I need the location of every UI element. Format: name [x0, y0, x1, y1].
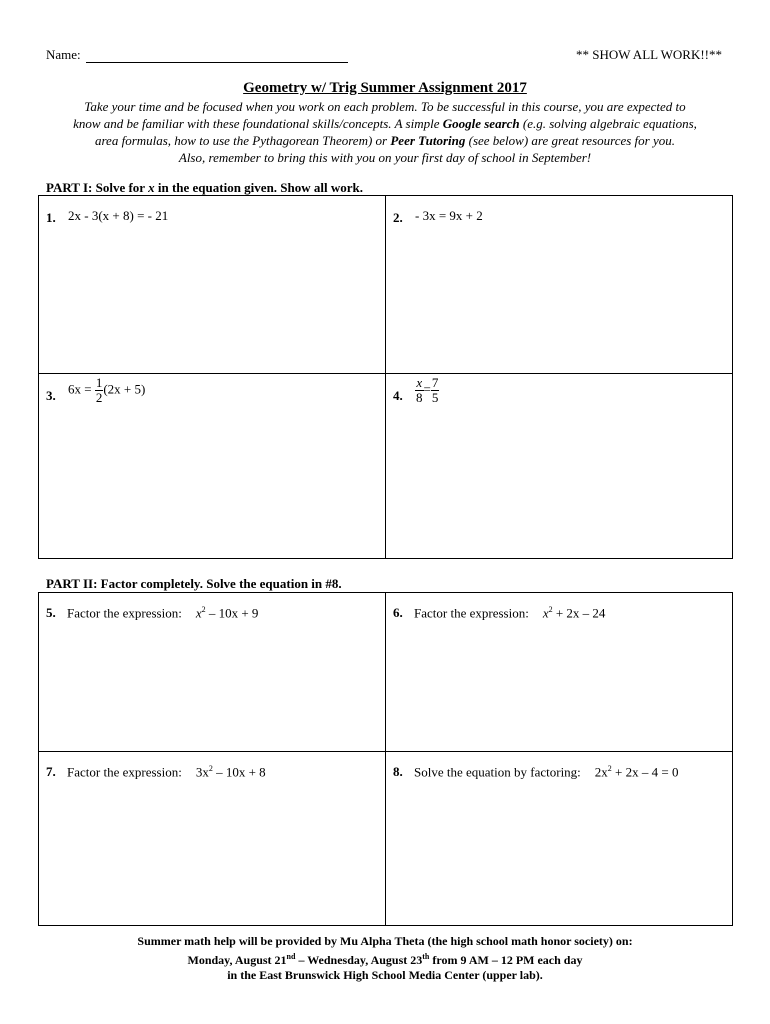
problem-8[interactable] [386, 752, 732, 925]
fraction-numerator: x [416, 375, 423, 390]
footer-text: Monday, August 21 [187, 953, 287, 967]
problem-number: 8. [393, 764, 403, 779]
intro-line-4: Also, remember to bring this with you on your first day of school in September! [178, 150, 592, 165]
problem-expression: - 3x = 9x + 2 [415, 208, 483, 223]
expression-text: (2x + 5) [103, 381, 146, 397]
exponent: 2 [548, 605, 553, 614]
intro-line-1: Take your time and be focused when you work on each problem. To be successful in this course, you are expected to [84, 99, 686, 114]
ordinal-suffix: nd [286, 952, 296, 961]
problem-instruction: Factor the expression: [67, 764, 182, 780]
expression-text: 2x [594, 764, 608, 780]
intro-line-2 [40, 115, 730, 132]
problem-expression [414, 605, 605, 621]
problem-6[interactable] [386, 593, 732, 751]
expression-text: – 10x + 9 [205, 605, 259, 621]
part1-heading-text: PART I: Solve for [46, 180, 149, 195]
problem-instruction: Factor the expression: [414, 605, 529, 621]
equals-sign: = [423, 381, 431, 397]
intro-text: know and be familiar with these foundational skills/concepts. A simple [73, 116, 443, 131]
footer-text: from 9 AM – 12 PM each day [429, 953, 583, 967]
expression-text: – 10x + 8 [212, 764, 266, 780]
footer-note [0, 934, 770, 983]
part2-problem-grid [38, 592, 733, 926]
problem-3[interactable] [39, 374, 385, 558]
footer-line-2 [0, 949, 770, 968]
problem-expression [67, 764, 266, 780]
footer-line-3: in the East Brunswick High School Media Center (upper lab). [227, 968, 543, 982]
problem-4[interactable] [386, 374, 732, 558]
problem-expression [415, 376, 439, 405]
problem-number: 7. [46, 764, 56, 779]
problem-7[interactable] [39, 752, 385, 925]
expression-text: + 2x – 4 = 0 [611, 764, 679, 780]
footer-line-1: Summer math help will be provided by Mu Alpha Theta (the high school math honor society) on: [137, 934, 633, 948]
problem-instruction: Solve the equation by factoring: [414, 764, 581, 780]
problem-5[interactable] [39, 593, 385, 751]
problem-number: 3. [46, 388, 56, 403]
fraction-denominator: 2 [95, 390, 103, 405]
part1-problem-grid [38, 195, 733, 559]
problem-expression [68, 376, 145, 405]
problem-number: 5. [46, 605, 56, 620]
problem-number: 1. [46, 210, 56, 225]
fraction-numerator: 7 [431, 375, 439, 390]
problem-expression [414, 764, 678, 780]
fraction [415, 376, 424, 405]
intro-paragraph [40, 98, 730, 166]
intro-text: (e.g. solving algebraic equations, [519, 116, 697, 131]
part1-heading [46, 180, 363, 196]
exponent: 2 [208, 764, 213, 773]
part1-heading-variable: x [148, 180, 155, 195]
exponent: 2 [607, 764, 612, 773]
intro-line-3 [40, 132, 730, 149]
name-label: Name: [46, 47, 81, 62]
problem-number: 6. [393, 605, 403, 620]
expression-text: 6x = [68, 381, 95, 397]
intro-text: (see below) are great resources for you. [465, 133, 675, 148]
fraction-denominator: 8 [416, 390, 423, 405]
google-search-emphasis: Google search [442, 116, 520, 131]
expression-text: + 2x – 24 [552, 605, 606, 621]
expression-text: 3x [195, 764, 209, 780]
problem-number: 2. [393, 210, 403, 225]
show-work-note: ** SHOW ALL WORK!!** [575, 47, 722, 62]
problem-1[interactable] [39, 196, 385, 373]
ordinal-suffix: th [422, 952, 430, 961]
footer-text: – Wednesday, August 23 [295, 953, 423, 967]
part1-heading-text: in the equation given. Show all work. [154, 180, 364, 195]
exponent: 2 [201, 605, 206, 614]
expression-text: x [195, 605, 202, 621]
problem-instruction: Factor the expression: [67, 605, 182, 621]
fraction-denominator: 5 [431, 390, 439, 405]
problem-expression: 2x - 3(x + 8) = - 21 [68, 208, 169, 223]
page-title: Geometry w/ Trig Summer Assignment 2017 [243, 80, 527, 96]
fraction [431, 376, 440, 405]
name-field[interactable] [46, 47, 348, 63]
expression-text: x [542, 605, 549, 621]
name-blank-line[interactable] [86, 50, 348, 63]
part2-heading: PART II: Factor completely. Solve the equation in #8. [46, 576, 342, 591]
fraction-numerator: 1 [95, 375, 103, 390]
peer-tutoring-emphasis: Peer Tutoring [390, 133, 466, 148]
intro-text: area formulas, how to use the Pythagorean Theorem) or [94, 133, 391, 148]
problem-2[interactable] [386, 196, 732, 373]
problem-number: 4. [393, 388, 403, 403]
problem-expression [67, 605, 258, 621]
